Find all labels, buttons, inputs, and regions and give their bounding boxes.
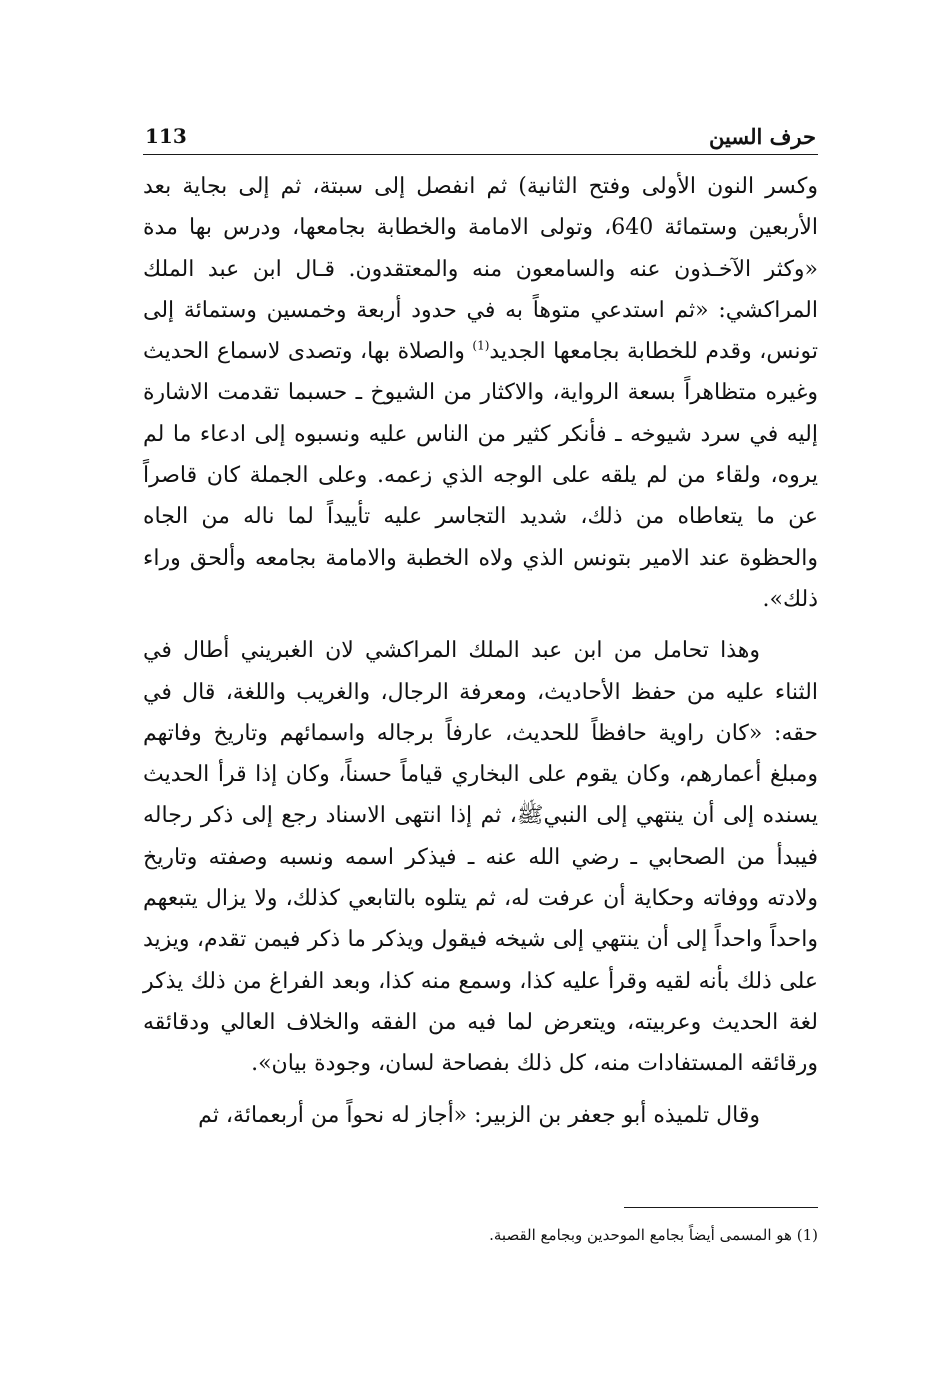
paragraph-3: وقال تلميذه أبو جعفر بن الزبير: «أجاز له نحواً من أربعمائة، ثم	[198, 1102, 760, 1128]
paragraph-1	[143, 166, 818, 620]
body-text	[143, 166, 818, 1136]
footnote-divider	[624, 1207, 818, 1208]
running-title: حرف السين	[709, 124, 816, 149]
page-header	[143, 120, 818, 155]
paragraph-1-text-after: والصلاة بها، وتصدى لاسماع الحديث وغيره متظاهراً بسعة الرواية، والاكثار من الشيوخ ـ حسبما تقدمت الاشارة إليه في سرد شيوخه ـ فأنكر كثير من الناس عليه ونسبوه إلى ادعاء ما لم يروه، ولقاء من لم يلقه على الوجه الذي زعمه. وعلى الجملة كان قاصراً عن ما يتعاطاه من ذلك، شديد التجاسر عليه تأييداً لما ناله من الجاه والحظوة عند الامير بتونس الذي ولاه الخطبة والامامة بجامعه وألحق وراء ذلك».	[143, 339, 818, 612]
paragraph-2: وهذا تحامل من ابن عبد الملك المراكشي لان الغبريني أطال في الثناء عليه من حفظ الأحاديث، ومعرفة الرجال، والغريب واللغة، قال في حقه: «كان راوية حافظاً للحديث، عارفاً برجاله واسمائهم وتاريخ وفاتهم ومبلغ أعمارهم، وكان يقوم على البخاري قياماً حسناً، وكان إذا قرأ الحديث يسنده إلى أن ينتهي إلى النبيﷺ، ثم إذا انتهى الاسناد رجع إلى ذكر رجاله فيبدأ من الصحابي ـ رضي الله عنه ـ فيذكر اسمه ونسبه وصفته وتاريخ ولادته ووفاته وحكاية أن عرفت له، ثم يتلوه بالتابعي كذلك، ولا يزال يتبعهم واحداً واحداً إلى أن ينتهي إلى شيخه فيقول ويذكر ما ذكر فيمن تقدم، ويزيد على ذلك بأنه لقيه وقرأ عليه كذا، وسمع منه كذا، وبعد الفراغ من ذلك يذكر لغة الحديث وعربيته، ويتعرض لما فيه من الفقه والخلاف العالي ودقائقه ورقائقه المستفادات منه، كل ذلك بفصاحة لسان، وجودة بيان».	[143, 638, 818, 1077]
footnote: (1) هو المسمى أيضاً بجامع الموحدين وبجامع القصبة.	[489, 1226, 818, 1244]
paragraph-1-text-before: وكسر النون الأولى وفتح الثانية) ثم انفصل إلى سبتة، ثم إلى بجاية بعد الأربعين وستمائة 640، وتولى الامامة والخطابة بجامعها، ودرس بها مدة «وكثر الآخـذون عنه والسامعون منه والمعتقدون. قـال ابن عبد الملك المراكشي: «ثم استدعي متوهاً به في حدود أربعة وخمسين وستمائة إلى تونس، وقدم للخطابة بجامعها الجديد	[143, 174, 818, 365]
page-number: 113	[145, 124, 187, 148]
footnote-reference: (1)	[472, 338, 490, 353]
